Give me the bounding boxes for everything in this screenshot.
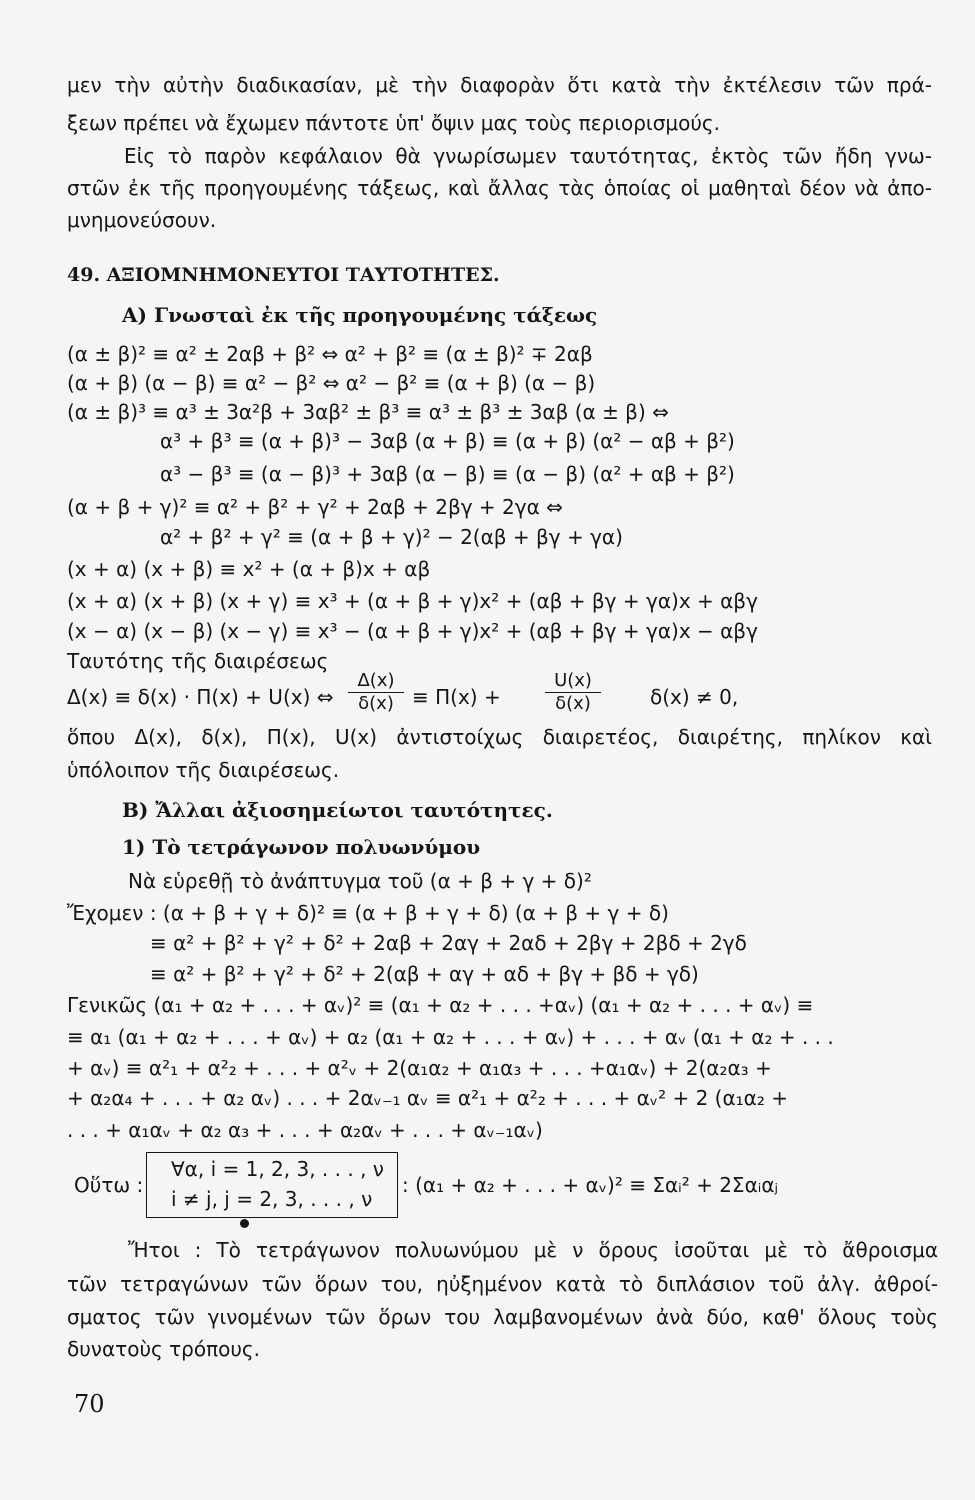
- formula-a-4: α³ + β³ ≡ (α + β)³ − 3αβ (α + β) ≡ (α + β) (α² − αβ + β²): [160, 429, 735, 453]
- condition-line-1: ∀α, i = 1, 2, 3, . . . , ν: [171, 1157, 384, 1181]
- intro-line-3: Εἰς τὸ παρὸν κεφάλαιον θὰ γνωρίσωμεν ταυτότητας, ἐκτὸς τῶν ἤδη γνω-: [124, 144, 932, 168]
- intro-line-4: στῶν ἐκ τῆς προηγουμένης τάξεως, καὶ ἄλλας τὰς ὁποίας οἱ μαθηταὶ δέον νὰ ἀπο-: [67, 176, 932, 200]
- fraction-1-denominator: δ(x): [358, 693, 394, 714]
- conclusion-line-3: σματος τῶν γινομένων τῶν ὅρων του λαμβανομένων ἀνὰ δύο, καθ' ὅλους τοὺς: [67, 1305, 938, 1329]
- formula-a-9: (x + α) (x + β) (x + γ) ≡ x³ + (α + β + γ)x² + (αβ + βγ + γα)x + αβγ: [67, 589, 758, 613]
- division-fraction-2: [545, 670, 601, 715]
- general-line-2: ≡ α₁ (α₁ + α₂ + . . . + αᵥ) + α₂ (α₁ + α₂ + . . . + αᵥ) + . . . + αᵥ (α₁ + α₂ + . . .: [67, 1025, 834, 1049]
- general-line-5: . . . + α₁αᵥ + α₂ α₃ + . . . + α₂αᵥ + . . . + αᵥ₋₁αᵥ): [67, 1118, 543, 1142]
- division-middle: ≡ Π(x) +: [412, 685, 501, 709]
- subheading-b: Β) Ἄλλαι ἀξιοσημείωτοι ταυτότητες.: [122, 798, 553, 822]
- formula-a-3: (α ± β)³ ≡ α³ ± 3α²β + 3αβ² ± β³ ≡ α³ ± β³ ± 3αβ (α ± β) ⇔: [67, 400, 669, 424]
- conclusion-line-4: δυνατοὺς τρόπους.: [67, 1337, 261, 1361]
- outo-result: : (α₁ + α₂ + . . . + αᵥ)² ≡ Σαᵢ² + 2Σαᵢαⱼ: [402, 1173, 779, 1197]
- task-line: Νὰ εὑρεθῇ τὸ ἀνάπτυγμα τοῦ (α + β + γ + δ)²: [128, 869, 592, 893]
- division-title: Ταυτότης τῆς διαιρέσεως: [67, 649, 329, 673]
- expansion-line-3: ≡ α² + β² + γ² + δ² + 2(αβ + αγ + αδ + βγ + βδ + γδ): [150, 962, 699, 986]
- division-condition: δ(x) ≠ 0,: [650, 685, 739, 709]
- formula-a-2: (α + β) (α − β) ≡ α² − β² ⇔ α² − β² ≡ (α + β) (α − β): [67, 371, 596, 395]
- subheading-1: 1) Τὸ τετράγωνον πολυωνύμου: [122, 835, 481, 859]
- conclusion-line-2: τῶν τετραγώνων τῶν ὅρων του, ηὐξημένον κατὰ τὸ διπλάσιον τοῦ ἀλγ. ἀθροί-: [67, 1272, 938, 1296]
- general-line-3: + αᵥ) ≡ α²₁ + α²₂ + . . . + α²ᵥ + 2(α₁α₂ + α₁α₃ + . . . +α₁αᵥ) + 2(α₂α₃ +: [67, 1056, 772, 1080]
- page-number: 70: [74, 1390, 105, 1418]
- intro-line-1: μεν τὴν αὐτὴν διαδικασίαν, μὲ τὴν διαφορὰν ὅτι κατὰ τὴν ἐκτέλεσιν τῶν πρά-: [67, 73, 932, 97]
- division-fraction-1: [348, 670, 404, 715]
- outo-label: Οὕτω :: [74, 1173, 144, 1197]
- fraction-2-numerator: U(x): [545, 670, 601, 693]
- conclusion-line-1: Ἤτοι : Τὸ τετράγωνον πολυωνύμου μὲ ν ὅρους ἰσοῦται μὲ τὸ ἄθροισμα: [128, 1238, 938, 1262]
- division-text-2: ὑπόλοιπον τῆς διαιρέσεως.: [67, 758, 340, 782]
- fraction-1-numerator: Δ(x): [348, 670, 404, 693]
- formula-a-1: (α ± β)² ≡ α² ± 2αβ + β² ⇔ α² + β² ≡ (α ± β)² ∓ 2αβ: [67, 342, 593, 366]
- formula-a-5: α³ − β³ ≡ (α − β)³ + 3αβ (α − β) ≡ (α − β) (α² + αβ + β²): [160, 462, 735, 486]
- subheading-a: Α) Γνωσταὶ ἐκ τῆς προηγουμένης τάξεως: [122, 303, 598, 327]
- general-line-1: Γενικῶς (α₁ + α₂ + . . . + αᵥ)² ≡ (α₁ + α₂ + . . . +αᵥ) (α₁ + α₂ + . . . + αᵥ) ≡: [67, 993, 814, 1017]
- general-line-4: + α₂α₄ + . . . + α₂ αᵥ) . . . + 2αᵥ₋₁ αᵥ ≡ α²₁ + α²₂ + . . . + αᵥ² + 2 (α₁α₂ +: [67, 1086, 788, 1110]
- bullet-mark: [240, 1219, 249, 1228]
- condition-box: [146, 1152, 398, 1218]
- formula-a-8: (x + α) (x + β) ≡ x² + (α + β)x + αβ: [67, 557, 431, 581]
- division-text-1: ὅπου Δ(x), δ(x), Π(x), U(x) ἀντιστοίχως διαιρετέος, διαιρέτης, πηλίκον καὶ: [67, 725, 932, 749]
- expansion-line-1: Ἔχομεν : (α + β + γ + δ)² ≡ (α + β + γ + δ) (α + β + γ + δ): [67, 901, 669, 925]
- expansion-line-2: ≡ α² + β² + γ² + δ² + 2αβ + 2αγ + 2αδ + 2βγ + 2βδ + 2γδ: [150, 931, 747, 955]
- formula-a-7: α² + β² + γ² ≡ (α + β + γ)² − 2(αβ + βγ + γα): [160, 525, 623, 549]
- formula-a-6: (α + β + γ)² ≡ α² + β² + γ² + 2αβ + 2βγ + 2γα ⇔: [67, 495, 563, 519]
- formula-a-10: (x − α) (x − β) (x − γ) ≡ x³ − (α + β + γ)x² + (αβ + βγ + γα)x − αβγ: [67, 619, 758, 643]
- section-heading-49: 49. ΑΞΙΟΜΝΗΜΟΝΕΥΤΟΙ ΤΑΥΤΟΤΗΤΕΣ.: [67, 264, 500, 286]
- intro-line-5: μνημονεύσουν.: [67, 208, 217, 232]
- division-lhs: Δ(x) ≡ δ(x) · Π(x) + U(x) ⇔: [67, 685, 334, 709]
- condition-line-2: i ≠ j, j = 2, 3, . . . , ν: [171, 1187, 373, 1211]
- fraction-2-denominator: δ(x): [555, 693, 591, 714]
- intro-line-2: ξεων πρέπει νὰ ἔχωμεν πάντοτε ὑπ' ὄψιν μας τοὺς περιορισμούς.: [67, 111, 720, 135]
